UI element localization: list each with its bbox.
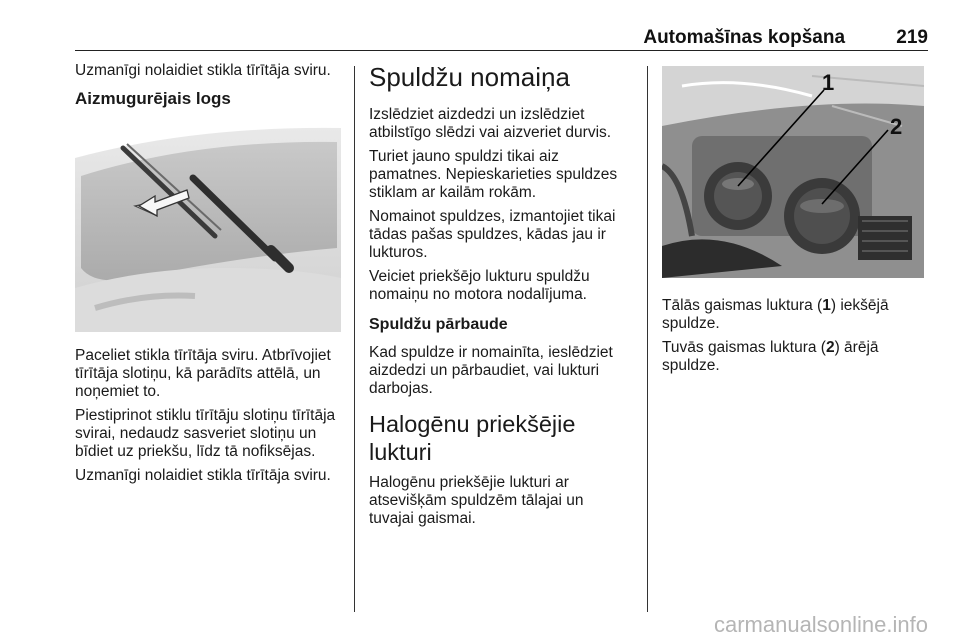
rear-wiper-image xyxy=(75,118,341,332)
section-title: Halogēnu priekšējie lukturi xyxy=(369,411,576,465)
section-title: Spuldžu nomaiņa xyxy=(369,62,570,92)
paragraph: Turiet jauno spuldzi tikai aiz pamatnes. Nepieskarieties spuldzes stiklam ar kailām rokām. xyxy=(369,148,618,201)
paragraph: Uzmanīgi nolaidiet stikla tīrītāja sviru. xyxy=(75,62,331,79)
text-fragment: ) ārējā spuldze. xyxy=(662,339,879,374)
column-2 xyxy=(369,62,631,534)
column-1 xyxy=(75,62,341,491)
paragraph: Halogēnu priekšējie lukturi ar atsevišķām spuldzēm tālajai un tuvajai gaismai. xyxy=(369,474,584,527)
paragraph xyxy=(662,297,928,333)
callout-ref: 2 xyxy=(825,339,835,356)
paragraph: Veiciet priekšējo lukturu spuldžu nomaiņu no motora nodalījuma. xyxy=(369,268,590,303)
column-divider-1 xyxy=(354,66,355,612)
paragraph xyxy=(662,339,928,375)
paragraph: Kad spuldze ir nomainīta, ieslēdziet aizdedzi un pārbaudiet, vai lukturi darbojas. xyxy=(369,344,613,397)
headlamp-illustration xyxy=(662,66,928,283)
page-header xyxy=(75,27,928,49)
callout-ref: 1 xyxy=(822,297,831,314)
paragraph: Piestiprinot stiklu tīrītāju slotiņu tīrītāja svirai, nedaudz sasveriet slotiņu un bīdiet uz priekšu, līdz tā nofiksējas. xyxy=(75,407,336,460)
page-number: 219 xyxy=(896,27,928,48)
section-title: Automašīnas kopšana xyxy=(643,27,846,48)
rear-wiper-illustration xyxy=(75,118,341,337)
text-fragment: Tuvās gaismas luktura ( xyxy=(662,339,826,356)
text-fragment: Tālās gaismas luktura ( xyxy=(662,297,823,314)
callout-2-label: 2 xyxy=(890,114,903,139)
paragraph: Paceliet stikla tīrītāja sviru. Atbrīvojiet tīrītāja slotiņu, kā parādīts attēlā, un noņemiet to. xyxy=(75,347,331,400)
text-fragment: ) iekšējā spuldze. xyxy=(662,297,889,332)
watermark: carmanualsonline.info xyxy=(713,612,928,637)
section-heading: Aizmugurējais logs xyxy=(75,89,231,108)
callout-1-label: 1 xyxy=(822,70,835,95)
header-divider xyxy=(75,50,928,51)
column-3 xyxy=(662,66,928,381)
paragraph: Nomainot spuldzes, izmantojiet tikai tādas pašas spuldzes, kādas jau ir lukturos. xyxy=(369,208,616,261)
column-divider-2 xyxy=(647,66,648,612)
paragraph: Izslēdziet aizdedzi un izslēdziet atbilstīgo slēdzi vai aizveriet durvis. xyxy=(369,106,612,141)
headlamp-image xyxy=(662,66,924,278)
sub-heading: Spuldžu pārbaude xyxy=(369,316,508,333)
paragraph: Uzmanīgi nolaidiet stikla tīrītāja sviru. xyxy=(75,467,331,484)
